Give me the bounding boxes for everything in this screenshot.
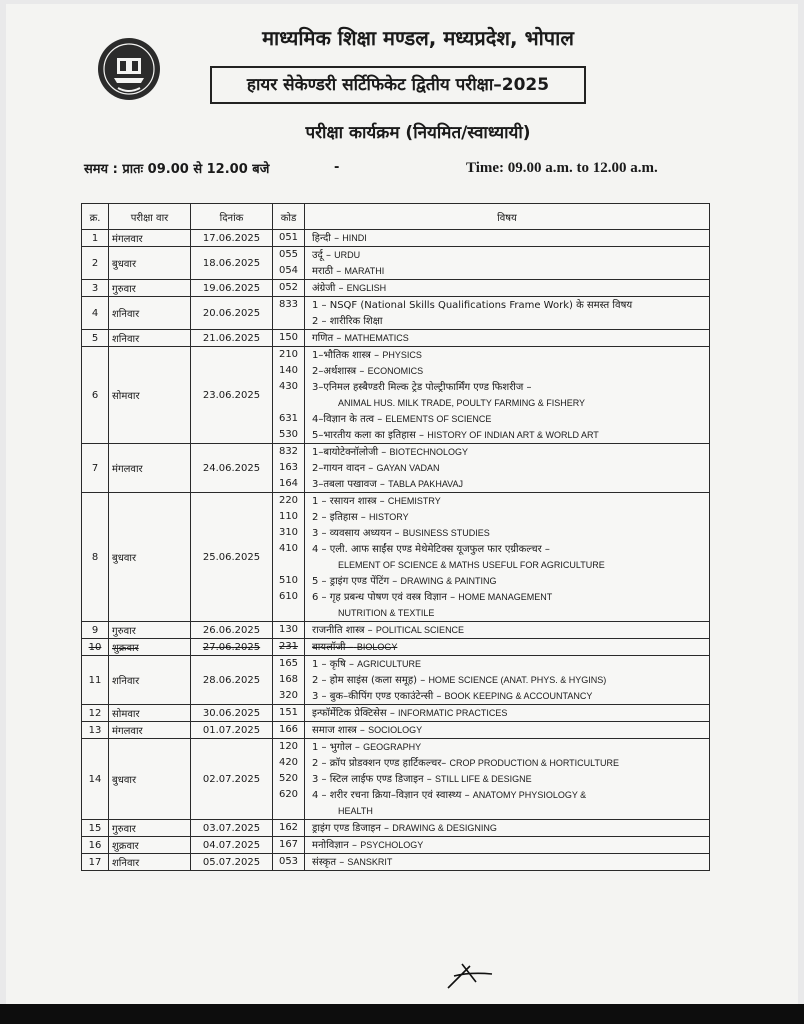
exam-date: 27.06.2025 xyxy=(191,639,273,656)
subject-hindi: बायलॉजी – xyxy=(312,642,354,653)
subject-line xyxy=(308,771,706,787)
subject-english: MATHEMATICS xyxy=(344,333,409,343)
subject-english: HEALTH xyxy=(338,806,373,816)
subject-hindi: 4 – एली. आफ साईंस एण्ड मेथेमेटिक्स यूजफुल फार एग्रीकल्चर – xyxy=(312,544,550,555)
serial-number: 9 xyxy=(82,622,109,639)
subject-hindi: मराठी – xyxy=(312,266,342,277)
subject-line xyxy=(308,460,706,476)
subject-code: 220 xyxy=(278,495,299,506)
subject-line xyxy=(308,230,706,246)
subject-code: 052 xyxy=(278,282,299,293)
subject-line xyxy=(308,688,706,704)
exam-day: बुधवार xyxy=(109,493,191,622)
subject-english: BUSINESS STUDIES xyxy=(402,528,490,538)
subject-line xyxy=(308,705,706,721)
subject-code: 420 xyxy=(278,757,299,768)
subject-hindi: 5–भारतीय कला का इतिहास – xyxy=(312,430,425,441)
subject-english: URDU xyxy=(334,250,361,260)
exam-date: 05.07.2025 xyxy=(191,854,273,871)
subject-code: 167 xyxy=(278,839,299,850)
serial-number: 4 xyxy=(82,297,109,330)
exam-date: 28.06.2025 xyxy=(191,656,273,705)
subject-hindi: गणित – xyxy=(312,333,342,344)
subject-hindi: 2–अर्थशास्त्र – xyxy=(312,366,365,377)
subject-code: 168 xyxy=(278,674,299,685)
subject-line xyxy=(308,820,706,836)
table-row xyxy=(82,444,710,493)
subject-list xyxy=(305,347,710,444)
exam-day: सोमवार xyxy=(109,705,191,722)
subject-codes xyxy=(273,297,305,330)
subject-english: POLITICAL SCIENCE xyxy=(375,625,465,635)
subject-line xyxy=(308,622,706,638)
subject-line xyxy=(308,330,706,346)
subject-list xyxy=(305,247,710,280)
subject-codes xyxy=(273,347,305,444)
subject-english: GEOGRAPHY xyxy=(363,742,422,752)
subject-line xyxy=(308,363,706,379)
subject-line xyxy=(308,589,706,605)
subject-code: 610 xyxy=(278,591,299,602)
subject-list xyxy=(305,493,710,622)
exam-title: हायर सेकेण्डरी सर्टिफिकेट द्वितीय परीक्षा–2025 xyxy=(210,66,586,104)
subject-english: NUTRITION & TEXTILE xyxy=(338,608,435,618)
serial-number: 13 xyxy=(82,722,109,739)
subject-code: 054 xyxy=(278,265,299,276)
exam-date: 25.06.2025 xyxy=(191,493,273,622)
subject-line xyxy=(308,347,706,363)
subject-english: SOCIOLOGY xyxy=(368,725,423,735)
subject-line xyxy=(308,509,706,525)
exam-day: शनिवार xyxy=(109,656,191,705)
subject-hindi: 3 – स्टिल लाईफ एण्ड डिजाइन – xyxy=(312,774,432,785)
subject-english: HISTORY OF INDIAN ART & WORLD ART xyxy=(427,430,599,440)
subject-english: ELEMENT OF SCIENCE & MATHS USEFUL FOR AGRICULTURE xyxy=(338,560,605,570)
exam-date: 01.07.2025 xyxy=(191,722,273,739)
bottom-edge xyxy=(0,1004,804,1024)
subject-code: 833 xyxy=(278,299,299,310)
subject-codes xyxy=(273,705,305,722)
subject-codes xyxy=(273,656,305,705)
subject-code: 162 xyxy=(278,822,299,833)
serial-number: 15 xyxy=(82,820,109,837)
exam-day: शुक्रवार xyxy=(109,639,191,656)
subject-codes xyxy=(273,230,305,247)
subject-list xyxy=(305,639,710,656)
time-hindi: समय : प्रातः 09.00 से 12.00 बजे xyxy=(84,162,270,177)
subject-code: 832 xyxy=(278,446,299,457)
subject-hindi: 3 – बुक–कीपिंग एण्ड एकाउंटेन्सी – xyxy=(312,691,442,702)
table-row xyxy=(82,656,710,705)
table-row xyxy=(82,280,710,297)
subject-line xyxy=(308,656,706,672)
table-row xyxy=(82,347,710,444)
subject-code: 055 xyxy=(278,249,299,260)
subject-line xyxy=(308,787,706,803)
exam-day: गुरुवार xyxy=(109,820,191,837)
exam-date: 19.06.2025 xyxy=(191,280,273,297)
serial-number: 16 xyxy=(82,837,109,854)
subject-code xyxy=(276,395,301,411)
subject-codes xyxy=(273,622,305,639)
subject-line xyxy=(308,854,706,870)
subject-line xyxy=(308,444,706,460)
subject-code: 140 xyxy=(278,365,299,376)
subject-code: 310 xyxy=(278,527,299,538)
subject-english: HISTORY xyxy=(368,512,409,522)
subject-line xyxy=(308,313,706,329)
exam-date: 18.06.2025 xyxy=(191,247,273,280)
subject-codes xyxy=(273,820,305,837)
subject-english: CROP PRODUCTION & HORTICULTURE xyxy=(449,758,619,768)
subject-hindi: 3–एनिमल हस्बैण्डरी मिल्क ट्रेड पोल्ट्रीफार्मिंग एण्ड फिशरीज – xyxy=(312,382,532,393)
exam-date: 03.07.2025 xyxy=(191,820,273,837)
subject-code: 163 xyxy=(278,462,299,473)
subject-hindi: ड्राइंग एण्ड डिजाइन – xyxy=(312,823,390,834)
subject-codes xyxy=(273,444,305,493)
table-row xyxy=(82,247,710,280)
subject-hindi: 3 – व्यवसाय अध्ययन – xyxy=(312,528,400,539)
subject-hindi: हिन्दी – xyxy=(312,233,340,244)
subject-line xyxy=(308,722,706,738)
subject-code: 620 xyxy=(278,789,299,800)
subject-english: SANSKRIT xyxy=(347,857,393,867)
subject-hindi: 1 – कृषि – xyxy=(312,659,354,670)
table-row xyxy=(82,230,710,247)
subject-line xyxy=(308,263,706,279)
subject-line xyxy=(308,837,706,853)
exam-schedule-table xyxy=(81,203,710,871)
subject-line xyxy=(308,280,706,296)
subject-list xyxy=(305,739,710,820)
serial-number: 12 xyxy=(82,705,109,722)
table-row xyxy=(82,722,710,739)
exam-date: 02.07.2025 xyxy=(191,739,273,820)
header-sno: क्र. xyxy=(82,204,109,230)
header-subject: विषय xyxy=(305,204,710,230)
subject-english: GAYAN VADAN xyxy=(376,463,440,473)
table-row xyxy=(82,493,710,622)
subject-hindi: अंग्रेजी – xyxy=(312,283,344,294)
subject-list xyxy=(305,230,710,247)
exam-date: 23.06.2025 xyxy=(191,347,273,444)
program-title: परीक्षा कार्यक्रम (नियमित/स्वाध्यायी) xyxy=(305,123,531,143)
table-row xyxy=(82,705,710,722)
subject-hindi: 4–विज्ञान के तत्व – xyxy=(312,414,383,425)
subject-list xyxy=(305,854,710,871)
subject-english: HOME MANAGEMENT xyxy=(458,592,553,602)
subject-line xyxy=(308,541,706,557)
serial-number: 3 xyxy=(82,280,109,297)
subject-line xyxy=(308,493,706,509)
subject-code: 166 xyxy=(278,724,299,735)
exam-day: बुधवार xyxy=(109,247,191,280)
subject-list xyxy=(305,837,710,854)
subject-list xyxy=(305,330,710,347)
subject-hindi: 1–भौतिक शास्त्र – xyxy=(312,350,380,361)
subject-code: 231 xyxy=(278,641,299,652)
subject-hindi: संस्कृत – xyxy=(312,857,345,868)
exam-day: सोमवार xyxy=(109,347,191,444)
header-day: परीक्षा वार xyxy=(109,204,191,230)
serial-number: 17 xyxy=(82,854,109,871)
subject-line xyxy=(308,739,706,755)
header-code: कोड xyxy=(273,204,305,230)
subject-english: PSYCHOLOGY xyxy=(360,840,424,850)
subject-english: BIOLOGY xyxy=(356,642,398,652)
subject-english: INFORMATIC PRACTICES xyxy=(398,708,508,718)
subject-code: 631 xyxy=(278,413,299,424)
subject-hindi: मनोविज्ञान – xyxy=(312,840,357,851)
signature-mark xyxy=(440,958,500,994)
exam-date: 24.06.2025 xyxy=(191,444,273,493)
subject-hindi: समाज शास्त्र – xyxy=(312,725,365,736)
subject-english: BOOK KEEPING & ACCOUNTANCY xyxy=(444,691,593,701)
subject-hindi: 2–गायन वादन – xyxy=(312,463,374,474)
subject-english: PHYSICS xyxy=(382,350,422,360)
exam-day: बुधवार xyxy=(109,739,191,820)
exam-day: शुक्रवार xyxy=(109,837,191,854)
table-row xyxy=(82,330,710,347)
subject-english: DRAWING & DESIGNING xyxy=(392,823,497,833)
exam-day: गुरुवार xyxy=(109,280,191,297)
subject-list xyxy=(305,722,710,739)
subject-hindi: 6 – गृह प्रबन्ध पोषण एवं वस्त्र विज्ञान – xyxy=(312,592,456,603)
subject-english: CHEMISTRY xyxy=(387,496,441,506)
subject-codes xyxy=(273,493,305,622)
serial-number: 1 xyxy=(82,230,109,247)
serial-number: 11 xyxy=(82,656,109,705)
subject-code: 150 xyxy=(278,332,299,343)
subject-hindi: 1 – भुगोल – xyxy=(312,742,360,753)
table-row xyxy=(82,739,710,820)
subject-hindi: 4 – शरीर रचना क्रिया–विज्ञान एवं स्वास्थ्य – xyxy=(312,790,470,801)
subject-codes xyxy=(273,247,305,280)
subject-line xyxy=(308,639,706,655)
subject-list xyxy=(305,280,710,297)
table-row xyxy=(82,837,710,854)
subject-code: 320 xyxy=(278,690,299,701)
subject-line xyxy=(308,247,706,263)
subject-line xyxy=(308,557,706,573)
subject-codes xyxy=(273,280,305,297)
subject-english: STILL LIFE & DESIGNE xyxy=(434,774,532,784)
subject-english: HINDI xyxy=(342,233,367,243)
serial-number: 6 xyxy=(82,347,109,444)
subject-code: 120 xyxy=(278,741,299,752)
subject-english: AGRICULTURE xyxy=(357,659,421,669)
subject-hindi: 1 – रसायन शास्त्र – xyxy=(312,496,385,507)
subject-hindi: 2 – इतिहास – xyxy=(312,512,366,523)
subject-english: HOME SCIENCE (ANAT. PHYS. & HYGINS) xyxy=(428,675,607,685)
subject-line xyxy=(308,672,706,688)
subject-line xyxy=(308,379,706,395)
table-row xyxy=(82,854,710,871)
subject-code: 053 xyxy=(278,856,299,867)
subject-line xyxy=(308,803,706,819)
serial-number: 2 xyxy=(82,247,109,280)
serial-number: 14 xyxy=(82,739,109,820)
subject-line xyxy=(308,427,706,443)
subject-hindi: राजनीति शास्त्र – xyxy=(312,625,373,636)
subject-hindi: 1–बायोटेक्नॉलोजी – xyxy=(312,447,387,458)
subject-english: ELEMENTS OF SCIENCE xyxy=(385,414,492,424)
subject-code: 164 xyxy=(278,478,299,489)
exam-date: 21.06.2025 xyxy=(191,330,273,347)
subject-line xyxy=(308,395,706,411)
subject-hindi: 1 – NSQF (National Skills Qualifications Frame Work) के समस्त विषय xyxy=(312,300,633,311)
subject-code: 210 xyxy=(278,349,299,360)
subject-english: MARATHI xyxy=(344,266,385,276)
header-date: दिनांक xyxy=(191,204,273,230)
subject-hindi: 2 – होम साइंस (कला समूह) – xyxy=(312,675,426,686)
exam-date: 26.06.2025 xyxy=(191,622,273,639)
exam-date: 20.06.2025 xyxy=(191,297,273,330)
subject-hindi: 5 – ड्राइंग एण्ड पेंटिंग – xyxy=(312,576,398,587)
table-row xyxy=(82,639,710,656)
subject-hindi: 3–तबला पखावज – xyxy=(312,479,385,490)
subject-code xyxy=(276,605,301,621)
subject-codes xyxy=(273,739,305,820)
exam-date: 30.06.2025 xyxy=(191,705,273,722)
subject-english: ANATOMY PHYSIOLOGY & xyxy=(472,790,587,800)
subject-line xyxy=(308,525,706,541)
subject-english: ECONOMICS xyxy=(367,366,424,376)
subject-hindi: उर्दू – xyxy=(312,250,331,261)
subject-code: 151 xyxy=(278,707,299,718)
subject-code: 165 xyxy=(278,658,299,669)
table-header-row xyxy=(82,204,710,230)
subject-line xyxy=(308,476,706,492)
subject-code: 510 xyxy=(278,575,299,586)
board-seal-icon xyxy=(96,36,162,102)
exam-day: मंगलवार xyxy=(109,722,191,739)
subject-code xyxy=(276,803,301,819)
subject-hindi: 2 – क्रॉप प्रोडक्शन एण्ड हार्टिकल्चर– xyxy=(312,758,447,769)
subject-code: 530 xyxy=(278,429,299,440)
subject-list xyxy=(305,705,710,722)
subject-list xyxy=(305,444,710,493)
subject-code xyxy=(276,313,301,329)
subject-codes xyxy=(273,854,305,871)
table-row xyxy=(82,622,710,639)
exam-day: मंगलवार xyxy=(109,230,191,247)
subject-english: ENGLISH xyxy=(346,283,387,293)
exam-day: गुरुवार xyxy=(109,622,191,639)
subject-list xyxy=(305,656,710,705)
serial-number: 8 xyxy=(82,493,109,622)
separator-dash: - xyxy=(334,160,340,175)
subject-code: 130 xyxy=(278,624,299,635)
serial-number: 5 xyxy=(82,330,109,347)
exam-date: 04.07.2025 xyxy=(191,837,273,854)
subject-code: 430 xyxy=(278,381,299,392)
subject-code: 520 xyxy=(278,773,299,784)
subject-line xyxy=(308,573,706,589)
table-row xyxy=(82,297,710,330)
time-english: Time: 09.00 a.m. to 12.00 a.m. xyxy=(466,160,658,176)
serial-number: 7 xyxy=(82,444,109,493)
subject-english: DRAWING & PAINTING xyxy=(400,576,497,586)
subject-line xyxy=(308,605,706,621)
exam-day: शनिवार xyxy=(109,330,191,347)
subject-list xyxy=(305,622,710,639)
subject-codes xyxy=(273,330,305,347)
subject-code: 051 xyxy=(278,232,299,243)
subject-code: 110 xyxy=(278,511,299,522)
subject-codes xyxy=(273,722,305,739)
subject-line xyxy=(308,297,706,313)
table-row xyxy=(82,820,710,837)
exam-date: 17.06.2025 xyxy=(191,230,273,247)
subject-list xyxy=(305,820,710,837)
subject-list xyxy=(305,297,710,330)
subject-codes xyxy=(273,837,305,854)
subject-english: BIOTECHNOLOGY xyxy=(389,447,468,457)
board-name: माध्यमिक शिक्षा मण्डल, मध्यप्रदेश, भोपाल xyxy=(262,26,574,50)
subject-hindi: इन्फॉर्मेटिक प्रेक्टिसेस – xyxy=(312,708,395,719)
subject-code: 410 xyxy=(278,543,299,554)
subject-english: ANIMAL HUS. MILK TRADE, POULTY FARMING & FISHERY xyxy=(338,398,586,408)
exam-day: शनिवार xyxy=(109,297,191,330)
subject-codes xyxy=(273,639,305,656)
subject-hindi: 2 – शारीरिक शिक्षा xyxy=(312,316,383,327)
subject-line xyxy=(308,411,706,427)
exam-day: मंगलवार xyxy=(109,444,191,493)
subject-code xyxy=(276,557,301,573)
serial-number: 10 xyxy=(82,639,109,656)
subject-english: TABLA PAKHAVAJ xyxy=(388,479,463,489)
exam-day: शनिवार xyxy=(109,854,191,871)
subject-line xyxy=(308,755,706,771)
